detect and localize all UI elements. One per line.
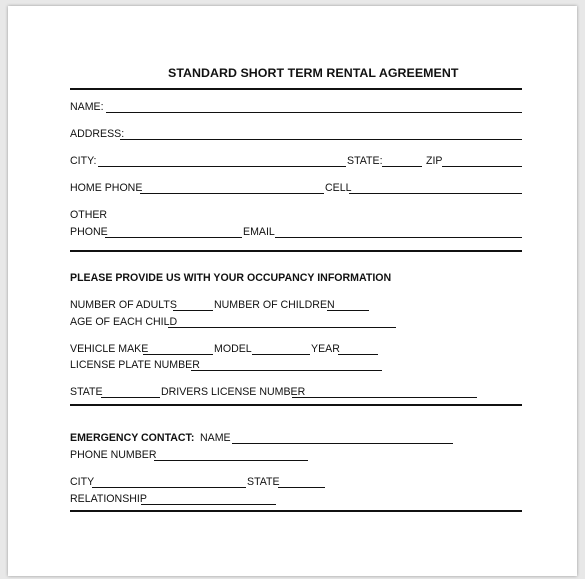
zip-field[interactable]	[442, 166, 522, 167]
emergency-city-label: CITY	[70, 476, 95, 488]
age-of-each-child-label: AGE OF EACH CHILD	[70, 316, 178, 328]
contact-section-rule	[70, 250, 522, 252]
model-field[interactable]	[252, 354, 310, 355]
vehicle-make-label: VEHICLE MAKE	[70, 343, 149, 355]
emergency-state-label: STATE	[247, 476, 280, 488]
occupancy-section-rule	[70, 404, 522, 406]
cell-field[interactable]	[349, 193, 522, 194]
emergency-phone-number-field[interactable]	[154, 460, 308, 461]
other-phone-field[interactable]	[105, 237, 242, 238]
emergency-state-field[interactable]	[278, 487, 325, 488]
city-label: CITY:	[70, 155, 97, 167]
drivers-license-number-label: DRIVERS LICENSE NUMBER	[161, 386, 306, 398]
cell-label: CELL	[325, 182, 352, 194]
number-of-adults-label: NUMBER OF ADULTS	[70, 299, 177, 311]
relationship-label: RELATIONSHIP	[70, 493, 147, 505]
address-field[interactable]	[120, 139, 522, 140]
occupancy-heading: PLEASE PROVIDE US WITH YOUR OCCUPANCY INFORMATION	[70, 272, 392, 284]
emergency-city-field[interactable]	[92, 487, 246, 488]
relationship-field[interactable]	[141, 504, 276, 505]
email-field[interactable]	[275, 237, 522, 238]
vehicle-make-field[interactable]	[143, 354, 213, 355]
vehicle-state-field[interactable]	[101, 397, 160, 398]
license-plate-number-field[interactable]	[191, 370, 382, 371]
year-label: YEAR	[311, 343, 340, 355]
emergency-phone-number-label: PHONE NUMBER	[70, 449, 157, 461]
name-label: NAME:	[70, 101, 104, 113]
document-page	[8, 6, 577, 576]
emergency-name-label: NAME	[200, 432, 231, 444]
number-of-children-field[interactable]	[327, 310, 369, 311]
home-phone-field[interactable]	[140, 193, 324, 194]
address-label: ADDRESS:	[70, 128, 125, 140]
age-of-each-child-field[interactable]	[168, 327, 396, 328]
number-of-adults-field[interactable]	[173, 310, 213, 311]
emergency-contact-heading: EMERGENCY CONTACT:	[70, 432, 195, 444]
zip-label: ZIP	[426, 155, 443, 167]
email-label: EMAIL	[243, 226, 275, 238]
drivers-license-number-field[interactable]	[292, 397, 477, 398]
license-plate-number-label: LICENSE PLATE NUMBER	[70, 359, 200, 371]
phone-label: PHONE	[70, 226, 108, 238]
form-title: STANDARD SHORT TERM RENTAL AGREEMENT	[168, 66, 459, 80]
emergency-section-rule	[70, 510, 522, 512]
name-field[interactable]	[106, 112, 522, 113]
state-label: STATE:	[347, 155, 383, 167]
model-label: MODEL	[214, 343, 252, 355]
vehicle-state-label: STATE	[70, 386, 103, 398]
year-field[interactable]	[338, 354, 378, 355]
other-label: OTHER	[70, 209, 108, 221]
state-field[interactable]	[382, 166, 422, 167]
title-rule	[70, 88, 522, 90]
number-of-children-label: NUMBER OF CHILDREN	[214, 299, 335, 311]
home-phone-label: HOME PHONE	[70, 182, 143, 194]
emergency-name-field[interactable]	[232, 443, 453, 444]
city-field[interactable]	[98, 166, 346, 167]
